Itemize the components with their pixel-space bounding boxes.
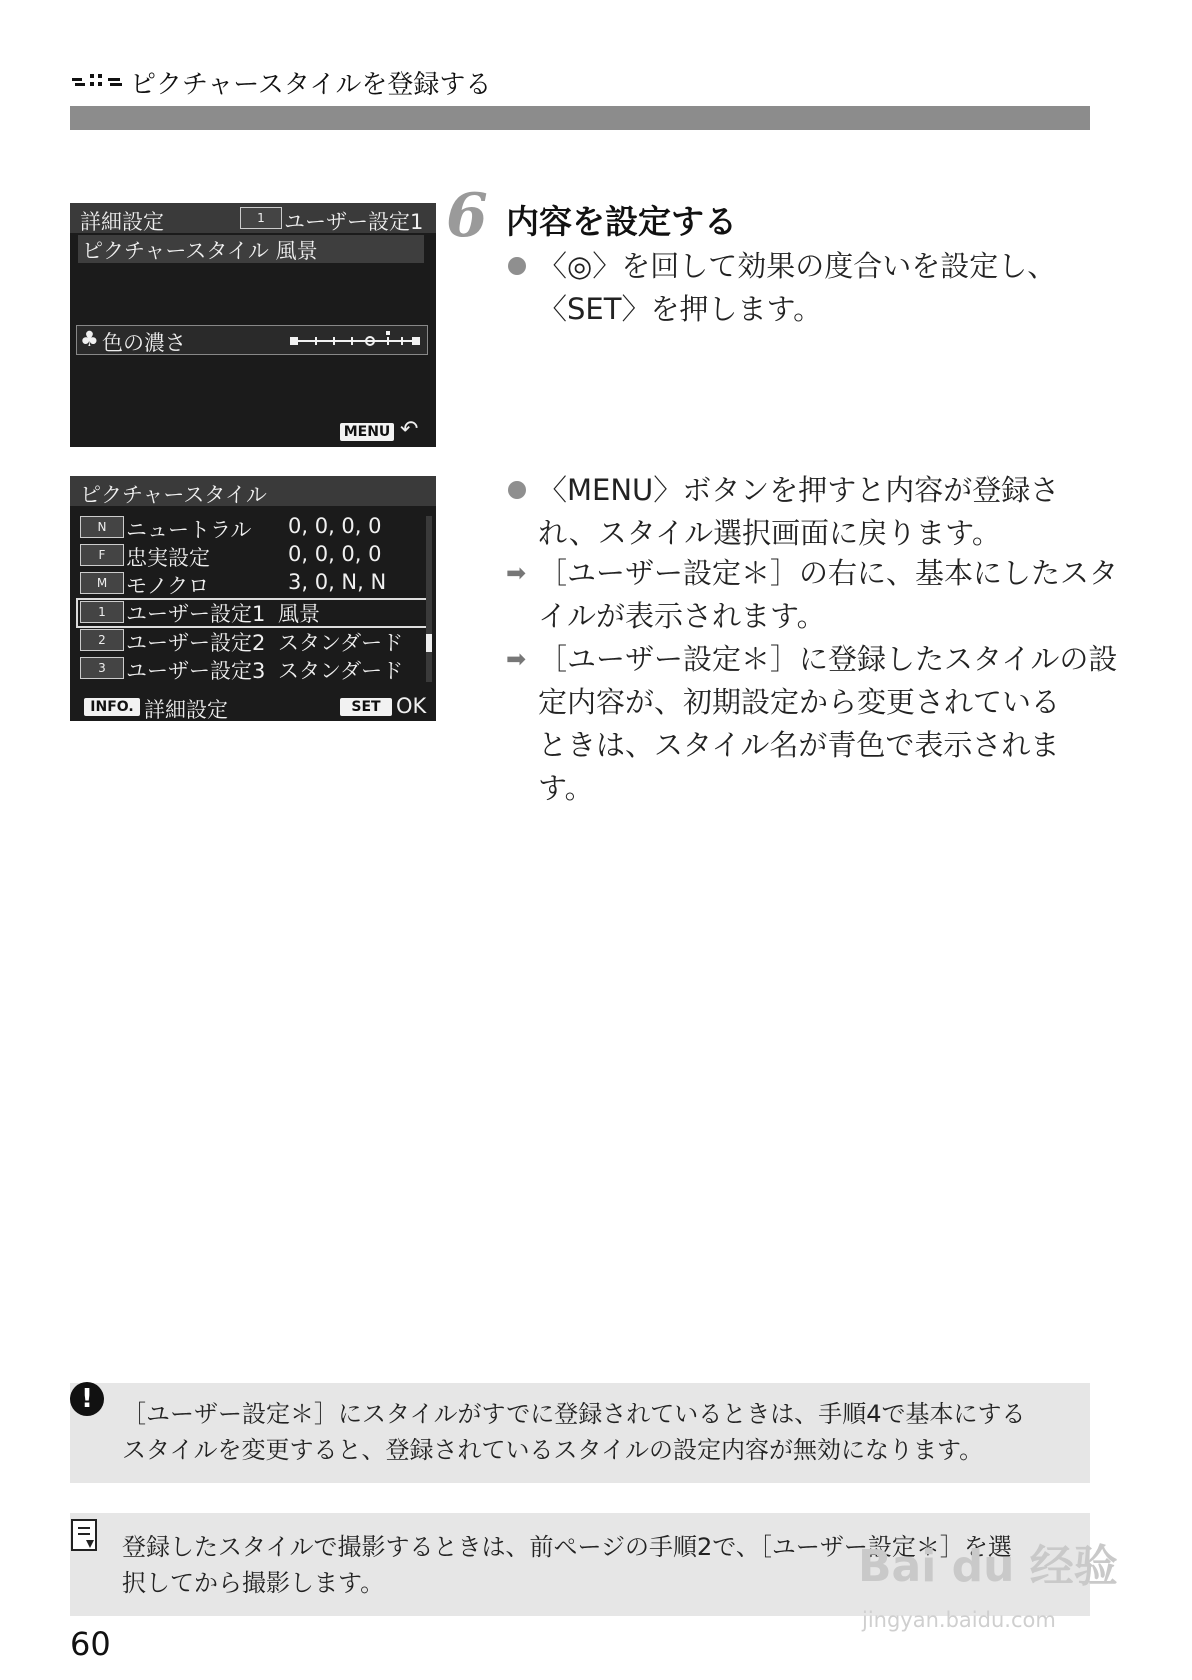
caution-icon: ! xyxy=(70,1382,104,1416)
text-line: 〈MENU〉ボタンを押すと内容が登録さ xyxy=(538,473,1060,507)
screen-header xyxy=(70,476,436,506)
style-row-label: ピクチャースタイル 風景 xyxy=(82,239,318,263)
style-name: ユーザー設定2 xyxy=(126,631,266,655)
result-note-1 xyxy=(538,552,1118,638)
picture-style-icon xyxy=(72,70,124,92)
style-badge-icon: 1 xyxy=(80,601,124,623)
screen-header-right: ユーザー設定1 xyxy=(284,210,424,234)
style-value: 0, 0, 0, 0 xyxy=(288,514,382,538)
text-line: 定内容が、初期設定から変更されている xyxy=(538,685,1061,719)
back-icon: ↶ xyxy=(400,417,419,442)
style-value: 0, 0, 0, 0 xyxy=(288,542,382,566)
style-name: モノクロ xyxy=(126,574,210,598)
style-name: ユーザー設定3 xyxy=(126,659,266,683)
param-label: 色の濃さ xyxy=(102,331,186,355)
style-row xyxy=(78,235,424,263)
user-style-badge-icon: 1 xyxy=(240,207,282,229)
scrollbar xyxy=(426,516,432,682)
watermark-url: jingyan.baidu.com xyxy=(862,1608,1056,1632)
info-button: INFO. xyxy=(84,698,140,716)
text-line: 〈◎〉を回して効果の度合いを設定し、 xyxy=(538,249,1057,283)
memo-icon xyxy=(70,1518,100,1554)
style-name: ユーザー設定1 xyxy=(126,602,266,626)
instruction-menu xyxy=(538,469,1059,555)
saturation-icon: ♣ xyxy=(80,327,99,351)
step-title: 内容を設定する xyxy=(506,202,737,241)
text-line: す。 xyxy=(538,771,594,805)
result-note-2 xyxy=(538,638,1117,810)
watermark-brand: Bai du 经验 xyxy=(858,1541,1118,1592)
text-line: れ、スタイル選択画面に戻ります。 xyxy=(538,516,1001,550)
text-line: 〈SET〉を押します。 xyxy=(538,292,823,326)
style-value: 3, 0, N, N xyxy=(288,570,387,594)
text-line: ［ユーザー設定＊］の右に、基本にしたスタ xyxy=(538,556,1119,590)
text-line: ［ユーザー設定＊］に登録したスタイルの設 xyxy=(538,642,1118,676)
style-value: スタンダード xyxy=(278,631,404,655)
page-header-title: ピクチャースタイルを登録する xyxy=(130,70,492,100)
style-value: 風景 xyxy=(278,602,320,626)
header-rule xyxy=(70,106,1090,130)
text-line: 択してから撮影します。 xyxy=(122,1569,385,1597)
menu-button: MENU xyxy=(340,423,394,441)
bullet-dot-icon xyxy=(508,481,526,499)
caution-text xyxy=(122,1396,1026,1468)
style-name: ニュートラル xyxy=(126,518,252,542)
text-line: ［ユーザー設定＊］にスタイルがすでに登録されているときは、手順4で基本にする xyxy=(122,1400,1026,1428)
style-badge-icon: M xyxy=(80,572,124,594)
set-button: SET xyxy=(340,698,392,716)
style-badge-icon: F xyxy=(80,544,124,566)
style-name: 忠実設定 xyxy=(126,546,210,570)
result-arrow-icon: ➡ xyxy=(506,645,527,673)
step-number: 6 xyxy=(446,181,488,251)
camera-screen-picture-style xyxy=(70,476,436,721)
screen-header xyxy=(70,203,436,233)
scrollbar-thumb xyxy=(426,634,432,652)
style-value: スタンダード xyxy=(278,659,404,683)
style-badge-icon: 3 xyxy=(80,657,124,679)
text-line: 登録したスタイルで撮影するときは、前ページの手順2で、［ユーザー設定＊］を選 xyxy=(122,1533,1012,1561)
instruction-dial xyxy=(538,245,1056,331)
camera-screen-detail-settings xyxy=(70,203,436,447)
style-badge-icon: 2 xyxy=(80,629,124,651)
text-line: スタイルを変更すると、登録されているスタイルの設定内容が無効になります。 xyxy=(122,1436,984,1464)
text-line: イルが表示されます。 xyxy=(538,599,826,633)
style-badge-icon: N xyxy=(80,516,124,538)
screen-header-title: ピクチャースタイル xyxy=(80,483,267,507)
bullet-dot-icon xyxy=(508,257,526,275)
result-arrow-icon: ➡ xyxy=(506,559,527,587)
ok-text: OK xyxy=(396,694,427,718)
saturation-slider xyxy=(290,331,420,349)
text-line: ときは、スタイル名が青色で表示されま xyxy=(538,728,1060,762)
info-text: 詳細設定 xyxy=(144,698,228,721)
screen-header-left: 詳細設定 xyxy=(80,210,164,234)
page-number: 60 xyxy=(70,1625,111,1663)
